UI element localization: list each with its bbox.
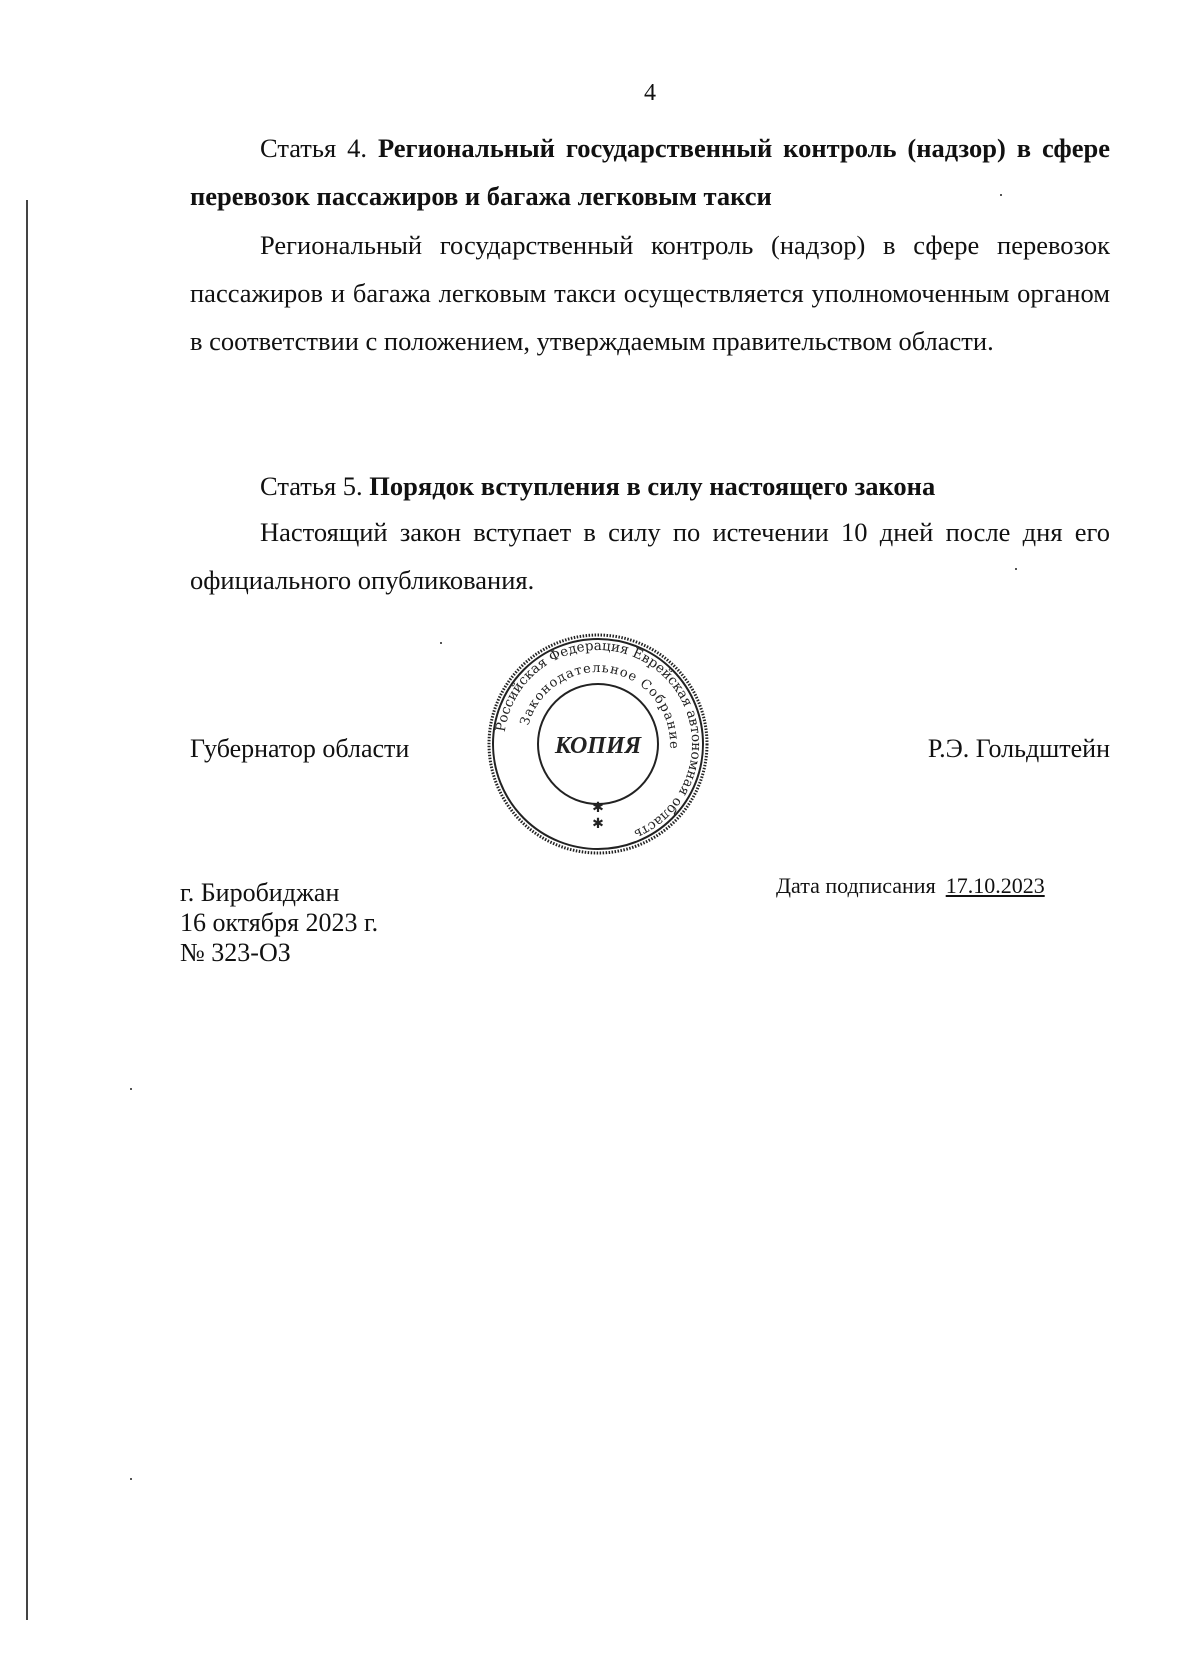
scan-speck <box>440 642 442 644</box>
seal-inner-text: Законодательное Собрание <box>517 660 682 750</box>
seal-star-icon: ✱ <box>592 800 604 816</box>
article-5-body: Настоящий закон вступает в силу по истечении 10 дней после дня его официального опубликования. <box>190 517 1110 595</box>
signing-date <box>776 873 1045 899</box>
scan-speck <box>130 1478 132 1480</box>
article-5-title: Порядок вступления в силу настоящего закона <box>369 471 936 501</box>
article-5-heading <box>190 462 1110 510</box>
signatory-name: Р.Э. Гольдштейн <box>927 734 1110 763</box>
scan-speck <box>130 1088 132 1090</box>
city: г. Биробиджан <box>180 878 340 907</box>
seal-outer-text: Российская Федерация Еврейская автономная область <box>492 637 705 843</box>
law-number: № 323-ОЗ <box>180 938 291 967</box>
article-4-text <box>190 221 1110 365</box>
place-date-number <box>180 878 378 968</box>
article-4-body: Региональный государственный контроль (надзор) в сфере перевозок пассажиров и багажа легковым такси осуществляется уполномоченным органом в соответствии с положением, утверждаемым правительством области. <box>190 230 1110 356</box>
law-date: 16 октября 2023 г. <box>180 908 379 937</box>
signatory-position: Губернатор области <box>190 734 410 763</box>
article-5-text <box>190 508 1110 604</box>
seal-center-text: КОПИЯ <box>554 733 642 759</box>
article-4-title: Региональный государственный контроль (надзор) в сфере перевозок пассажиров и багажа легковым такси <box>190 133 1111 211</box>
signing-date-label: Дата подписания <box>776 873 936 898</box>
article-4-heading <box>190 124 1110 220</box>
seal-star-icon: ✱ <box>592 816 604 832</box>
article-4-label: Статья 4. <box>260 133 367 163</box>
article-5-label: Статья 5. <box>260 471 363 501</box>
scan-margin-line <box>26 200 28 1620</box>
official-seal-stamp <box>486 632 710 856</box>
signing-date-value: 17.10.2023 <box>945 873 1045 898</box>
page-number: 4 <box>644 80 656 106</box>
